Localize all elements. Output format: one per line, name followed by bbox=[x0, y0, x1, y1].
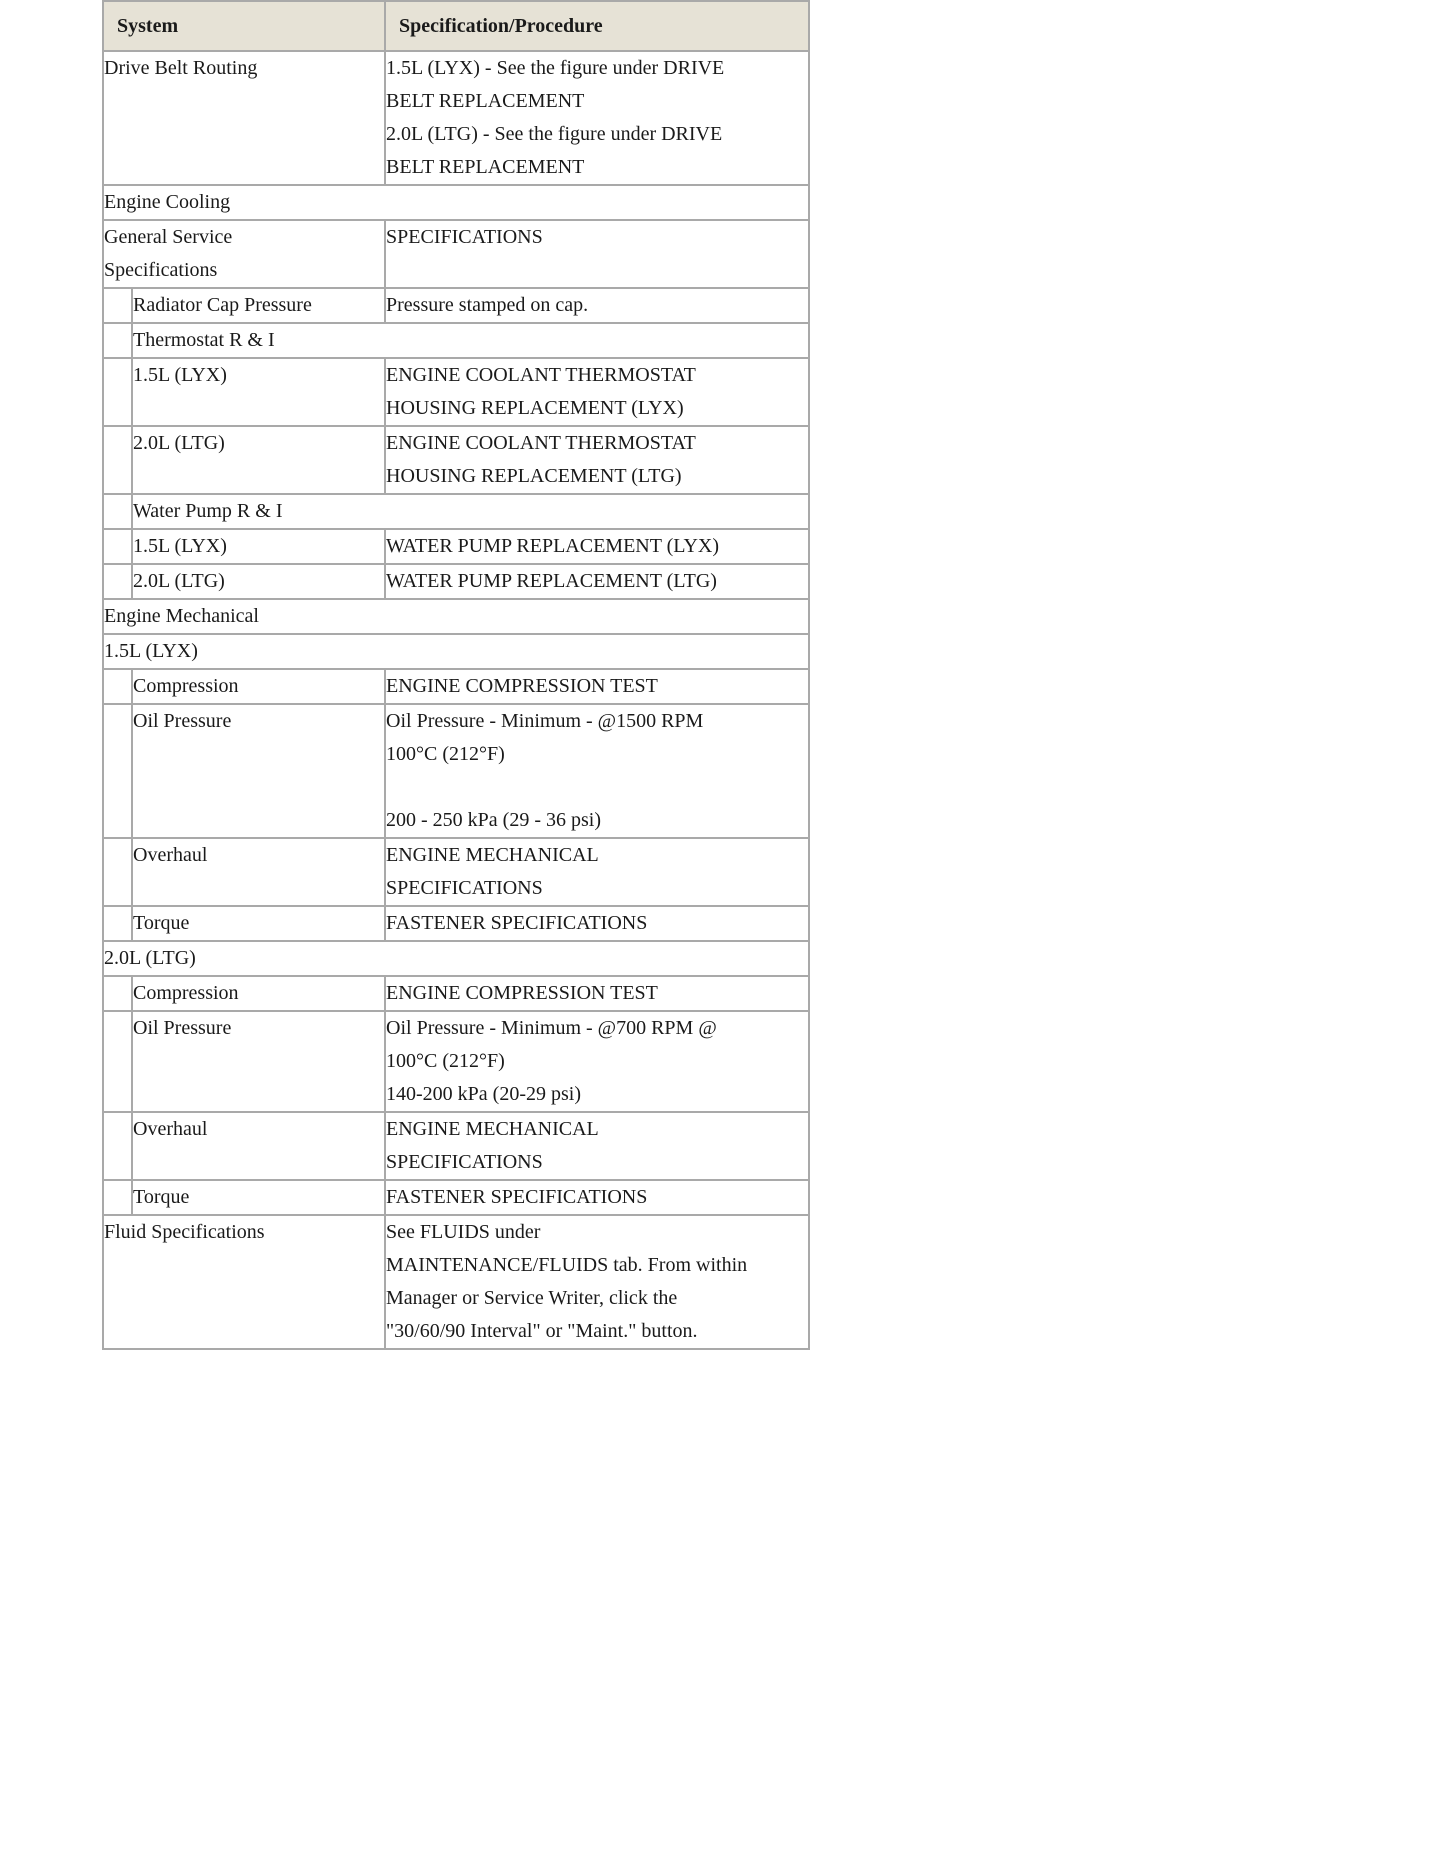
indent-cell bbox=[103, 669, 132, 704]
water-pump-label: Water Pump R & I bbox=[132, 494, 809, 529]
table-row bbox=[103, 838, 809, 906]
fluid-spec-line: Manager or Service Writer, click the bbox=[386, 1287, 678, 1309]
indent-cell bbox=[103, 288, 132, 323]
lyx-oil-pressure-label: Oil Pressure bbox=[132, 704, 385, 838]
lyx-overhaul-value bbox=[385, 838, 809, 906]
lyx-oil-pressure-line: Oil Pressure - Minimum - @1500 RPM bbox=[386, 710, 704, 732]
ltg-overhaul-label: Overhaul bbox=[132, 1112, 385, 1180]
general-service-line: General Service bbox=[104, 226, 233, 248]
indent-cell bbox=[103, 1180, 132, 1215]
table-row bbox=[103, 426, 809, 494]
water-pump-lyx-value: WATER PUMP REPLACEMENT (LYX) bbox=[385, 529, 809, 564]
ltg-oil-pressure-label: Oil Pressure bbox=[132, 1011, 385, 1112]
section-row bbox=[103, 185, 809, 220]
thermostat-lyx-line: ENGINE COOLANT THERMOSTAT bbox=[386, 364, 696, 386]
indent-cell bbox=[103, 564, 132, 599]
indent-cell bbox=[103, 494, 132, 529]
table-row bbox=[103, 1180, 809, 1215]
ltg-oil-pressure-line: Oil Pressure - Minimum - @700 RPM @ bbox=[386, 1017, 717, 1039]
lyx-oil-pressure-line: 100°C (212°F) bbox=[386, 743, 505, 765]
header-spec: Specification/Procedure bbox=[385, 1, 809, 51]
thermostat-ltg-line: HOUSING REPLACEMENT (LTG) bbox=[386, 465, 682, 487]
section-row bbox=[103, 941, 809, 976]
water-pump-ltg-label: 2.0L (LTG) bbox=[132, 564, 385, 599]
indent-cell bbox=[103, 906, 132, 941]
radiator-cap-value: Pressure stamped on cap. bbox=[385, 288, 809, 323]
section-row bbox=[103, 494, 809, 529]
indent-cell bbox=[103, 704, 132, 838]
fluid-spec-value bbox=[385, 1215, 809, 1349]
lyx-overhaul-label: Overhaul bbox=[132, 838, 385, 906]
drive-belt-line: 2.0L (LTG) - See the figure under DRIVE bbox=[386, 123, 723, 145]
table-row bbox=[103, 358, 809, 426]
table-row bbox=[103, 1215, 809, 1349]
table-row bbox=[103, 669, 809, 704]
table-row bbox=[103, 1011, 809, 1112]
ltg-compression-label: Compression bbox=[132, 976, 385, 1011]
section-row bbox=[103, 599, 809, 634]
table-row bbox=[103, 51, 809, 185]
indent-cell bbox=[103, 529, 132, 564]
indent-cell bbox=[103, 1011, 132, 1112]
thermostat-lyx-value bbox=[385, 358, 809, 426]
header-system: System bbox=[103, 1, 385, 51]
table-row bbox=[103, 220, 809, 288]
drive-belt-label: Drive Belt Routing bbox=[103, 51, 385, 185]
lyx-torque-value: FASTENER SPECIFICATIONS bbox=[385, 906, 809, 941]
section-row bbox=[103, 634, 809, 669]
water-pump-lyx-label: 1.5L (LYX) bbox=[132, 529, 385, 564]
table-row bbox=[103, 288, 809, 323]
section-row bbox=[103, 323, 809, 358]
section-engine-mechanical: Engine Mechanical bbox=[103, 599, 809, 634]
lyx-overhaul-line: SPECIFICATIONS bbox=[386, 877, 543, 899]
fluid-spec-line: See FLUIDS under bbox=[386, 1221, 541, 1243]
radiator-cap-label: Radiator Cap Pressure bbox=[132, 288, 385, 323]
thermostat-ltg-line: ENGINE COOLANT THERMOSTAT bbox=[386, 432, 696, 454]
lyx-oil-pressure-value bbox=[385, 704, 809, 838]
table-header-row bbox=[103, 1, 809, 51]
lyx-oil-pressure-line: 200 - 250 kPa (29 - 36 psi) bbox=[386, 809, 601, 831]
ltg-overhaul-line: ENGINE MECHANICAL bbox=[386, 1118, 599, 1140]
table-row bbox=[103, 1112, 809, 1180]
thermostat-label: Thermostat R & I bbox=[132, 323, 809, 358]
mech-ltg-label: 2.0L (LTG) bbox=[103, 941, 809, 976]
indent-cell bbox=[103, 1112, 132, 1180]
general-service-line: Specifications bbox=[104, 259, 218, 281]
ltg-oil-pressure-value bbox=[385, 1011, 809, 1112]
ltg-torque-value: FASTENER SPECIFICATIONS bbox=[385, 1180, 809, 1215]
indent-cell bbox=[103, 976, 132, 1011]
table-row bbox=[103, 906, 809, 941]
water-pump-ltg-value: WATER PUMP REPLACEMENT (LTG) bbox=[385, 564, 809, 599]
indent-cell bbox=[103, 323, 132, 358]
thermostat-ltg-value bbox=[385, 426, 809, 494]
lyx-compression-value: ENGINE COMPRESSION TEST bbox=[385, 669, 809, 704]
lyx-torque-label: Torque bbox=[132, 906, 385, 941]
general-service-label bbox=[103, 220, 385, 288]
table-row bbox=[103, 564, 809, 599]
general-service-value: SPECIFICATIONS bbox=[385, 220, 809, 288]
ltg-oil-pressure-line: 100°C (212°F) bbox=[386, 1050, 505, 1072]
table-row bbox=[103, 704, 809, 838]
drive-belt-line: BELT REPLACEMENT bbox=[386, 90, 585, 112]
table-row bbox=[103, 976, 809, 1011]
specifications-table bbox=[102, 0, 810, 1350]
mech-lyx-label: 1.5L (LYX) bbox=[103, 634, 809, 669]
indent-cell bbox=[103, 358, 132, 426]
ltg-compression-value: ENGINE COMPRESSION TEST bbox=[385, 976, 809, 1011]
drive-belt-value bbox=[385, 51, 809, 185]
drive-belt-line: 1.5L (LYX) - See the figure under DRIVE bbox=[386, 57, 725, 79]
ltg-oil-pressure-line: 140-200 kPa (20-29 psi) bbox=[386, 1083, 581, 1105]
ltg-torque-label: Torque bbox=[132, 1180, 385, 1215]
ltg-overhaul-value bbox=[385, 1112, 809, 1180]
fluid-spec-label: Fluid Specifications bbox=[103, 1215, 385, 1349]
thermostat-lyx-label: 1.5L (LYX) bbox=[132, 358, 385, 426]
drive-belt-line: BELT REPLACEMENT bbox=[386, 156, 585, 178]
thermostat-ltg-label: 2.0L (LTG) bbox=[132, 426, 385, 494]
blank-line bbox=[386, 771, 808, 804]
fluid-spec-line: "30/60/90 Interval" or "Maint." button. bbox=[386, 1320, 698, 1342]
lyx-compression-label: Compression bbox=[132, 669, 385, 704]
thermostat-lyx-line: HOUSING REPLACEMENT (LYX) bbox=[386, 397, 684, 419]
section-engine-cooling: Engine Cooling bbox=[103, 185, 809, 220]
table-row bbox=[103, 529, 809, 564]
indent-cell bbox=[103, 838, 132, 906]
fluid-spec-line: MAINTENANCE/FLUIDS tab. From within bbox=[386, 1254, 748, 1276]
lyx-overhaul-line: ENGINE MECHANICAL bbox=[386, 844, 599, 866]
ltg-overhaul-line: SPECIFICATIONS bbox=[386, 1151, 543, 1173]
indent-cell bbox=[103, 426, 132, 494]
